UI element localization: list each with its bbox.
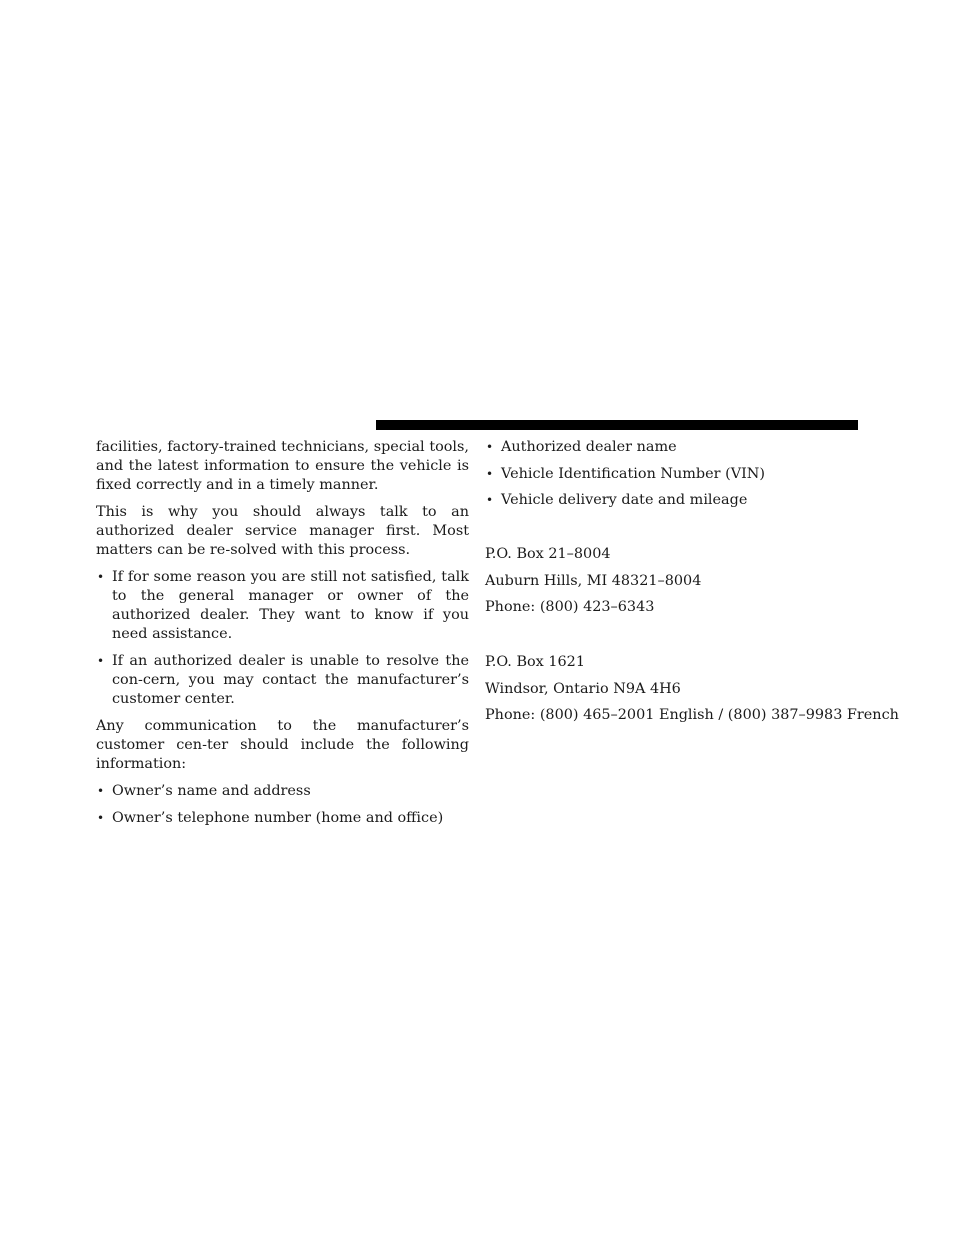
bullet-icon: • bbox=[486, 493, 494, 508]
bullet-icon: • bbox=[97, 784, 105, 798]
bullet-icon: • bbox=[97, 811, 105, 825]
bullet-icon: • bbox=[486, 440, 494, 454]
required-info-list bbox=[96, 782, 469, 828]
list-item: • Authorized dealer name bbox=[486, 439, 677, 455]
section-header-bar bbox=[376, 420, 858, 430]
paragraph-talk-to-dealer: This is why you should always talk to an authorized dealer service manager first. Most matters can be re-solved with this process. bbox=[96, 504, 469, 558]
escalation-list bbox=[96, 568, 469, 709]
address-po-box: P.O. Box 1621 bbox=[485, 654, 585, 670]
required-info-list-continued bbox=[485, 438, 865, 510]
list-item: • Vehicle Identification Number (VIN) bbox=[486, 465, 765, 482]
right-column bbox=[485, 438, 899, 724]
list-item: • If an authorized dealer is unable to resolve the con-cern, you may contact the manufacturer’s customer center. bbox=[97, 653, 469, 707]
address-city: Auburn Hills, MI 48321–8004 bbox=[485, 572, 702, 589]
address-po-box: P.O. Box 21–8004 bbox=[485, 546, 611, 562]
address-phone: Phone: (800) 423–6343 bbox=[485, 599, 655, 616]
address-phone: Phone: (800) 465–2001 English / (800) 387–9983 French bbox=[485, 707, 899, 724]
paragraph-communication: Any communication to the manufacturer’s customer cen-ter should include the following information: bbox=[96, 718, 469, 772]
address-city: Windsor, Ontario N9A 4H6 bbox=[485, 680, 681, 697]
address-us bbox=[485, 545, 701, 625]
bullet-icon: • bbox=[97, 654, 105, 668]
list-item: • Owner’s name and address bbox=[97, 783, 311, 799]
bullet-icon: • bbox=[486, 466, 494, 481]
address-canada bbox=[485, 653, 899, 733]
paragraph-facilities: facilities, factory-trained technicians, special tools, and the latest information to ensure the vehicle is fixed correctly and in a timely manner. bbox=[96, 439, 469, 493]
left-column bbox=[96, 438, 469, 836]
list-item: • Vehicle delivery date and mileage bbox=[486, 492, 748, 509]
list-item: • Owner’s telephone number (home and office) bbox=[97, 810, 444, 826]
list-item: • If for some reason you are still not satisfied, talk to the general manager or owner of the authorized dealer. They want to know if you need assistance. bbox=[97, 569, 469, 642]
bullet-icon: • bbox=[97, 570, 105, 584]
